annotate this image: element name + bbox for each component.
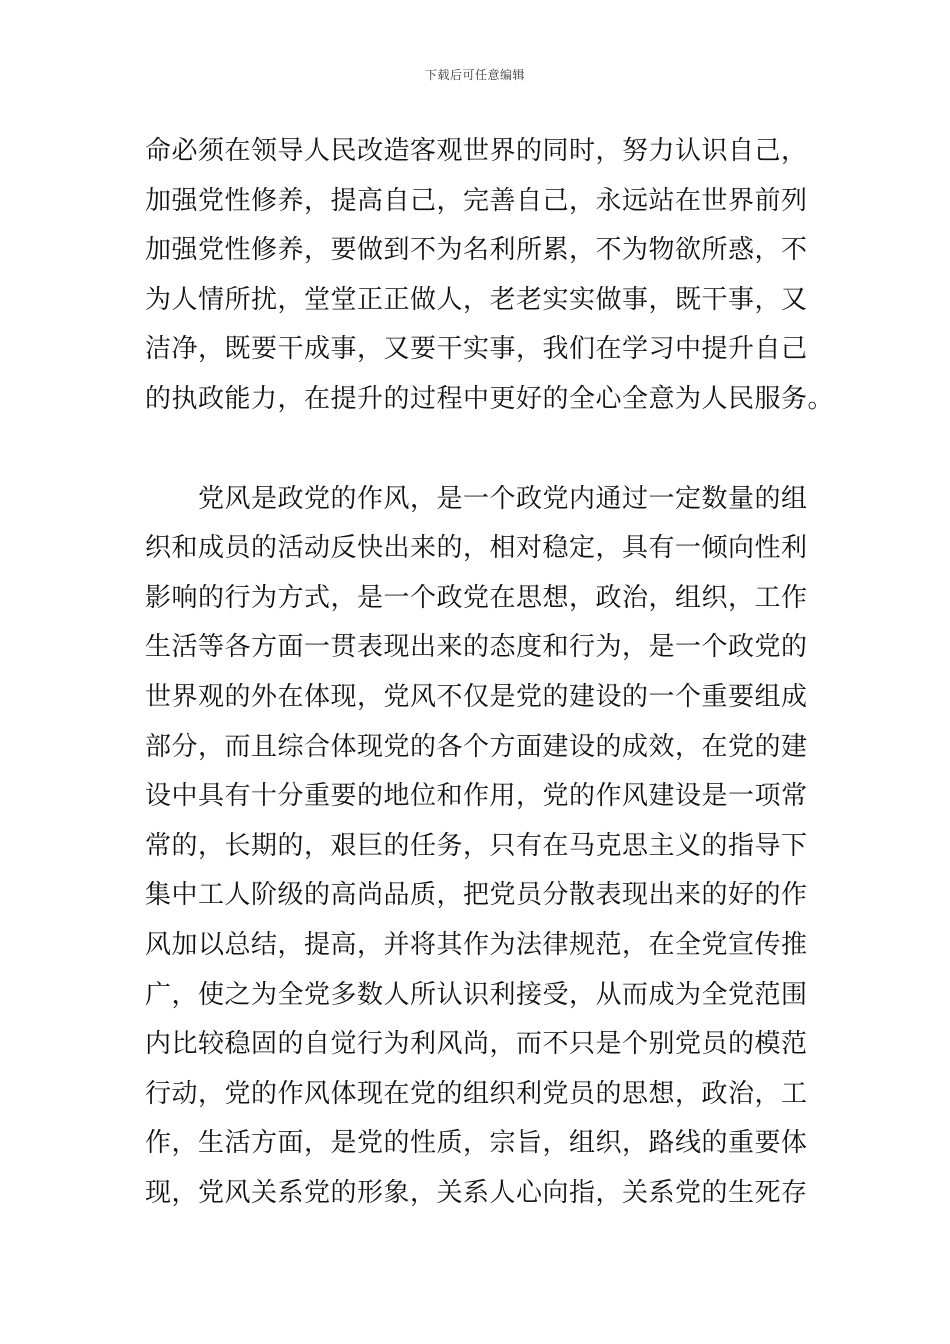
paragraph-1-line: 为人情所扰，堂堂正正做人，老老实实做事，既干事，又 bbox=[145, 284, 808, 315]
paragraph-2-line: 世界观的外在体现，党风不仅是党的建设的一个重要组成 bbox=[145, 681, 808, 712]
paragraph-2-line: 行动，党的作风体现在党的组织利党员的思想，政治，工 bbox=[145, 1078, 808, 1109]
paragraph-2-line: 织和成员的活动反快出来的，相对稳定，具有一倾向性利 bbox=[145, 533, 808, 564]
paragraph-1-line: 洁净，既要干成事，又要干实事，我们在学习中提升自己 bbox=[145, 334, 808, 365]
paragraph-2 bbox=[145, 475, 815, 1219]
paragraph-2-line: 作，生活方面，是党的性质，宗旨，组织，路线的重要体 bbox=[145, 1128, 808, 1159]
paragraph-1-line: 的执政能力，在提升的过程中更好的全心全意为人民服务。 bbox=[145, 383, 835, 414]
paragraph-1 bbox=[145, 127, 835, 425]
paragraph-2-line: 设中具有十分重要的地位和作用，党的作风建设是一项常 bbox=[145, 781, 808, 812]
paragraph-2-line: 党风是政党的作风，是一个政党内通过一定数量的组 bbox=[145, 483, 808, 514]
paragraph-2-line: 生活等各方面一贯表现出来的态度和行为，是一个政党的 bbox=[145, 632, 808, 663]
paragraph-2-line: 现，党风关系党的形象，关系人心向指，关系党的生死存 bbox=[145, 1177, 808, 1208]
paragraph-2-line: 部分，而且综合体现党的各个方面建设的成效，在党的建 bbox=[145, 731, 808, 762]
paragraph-2-line: 广，使之为全党多数人所认识利接受，从而成为全党范围 bbox=[145, 979, 808, 1010]
paragraph-1-line: 命必须在领导人民改造客观世界的同时，努力认识自己， bbox=[145, 136, 808, 166]
paragraph-2-line: 影响的行为方式，是一个政党在思想，政治，组织，工作 bbox=[145, 582, 808, 613]
paragraph-2-line: 常的，长期的，艰巨的任务，只有在马克思主义的指导下 bbox=[145, 830, 808, 861]
paragraph-spacer bbox=[145, 425, 815, 475]
paragraph-1-line: 加强党性修养，提高自己，完善自己，永远站在世界前列 bbox=[145, 185, 808, 216]
paragraph-2-line: 内比较稳固的自觉行为利风尚，而不只是个别党员的模范 bbox=[145, 1029, 808, 1060]
page-header: 下载后可任意编辑 bbox=[424, 68, 525, 82]
document-body bbox=[145, 127, 835, 1218]
paragraph-1-line: 加强党性修养，要做到不为名利所累，不为物欲所惑，不 bbox=[145, 235, 808, 266]
paragraph-2-line: 集中工人阶级的高尚品质，把党员分散表现出来的好的作 bbox=[145, 880, 808, 911]
paragraph-2-line: 风加以总结，提高，并将其作为法律规范，在全党宣传推 bbox=[145, 929, 808, 960]
